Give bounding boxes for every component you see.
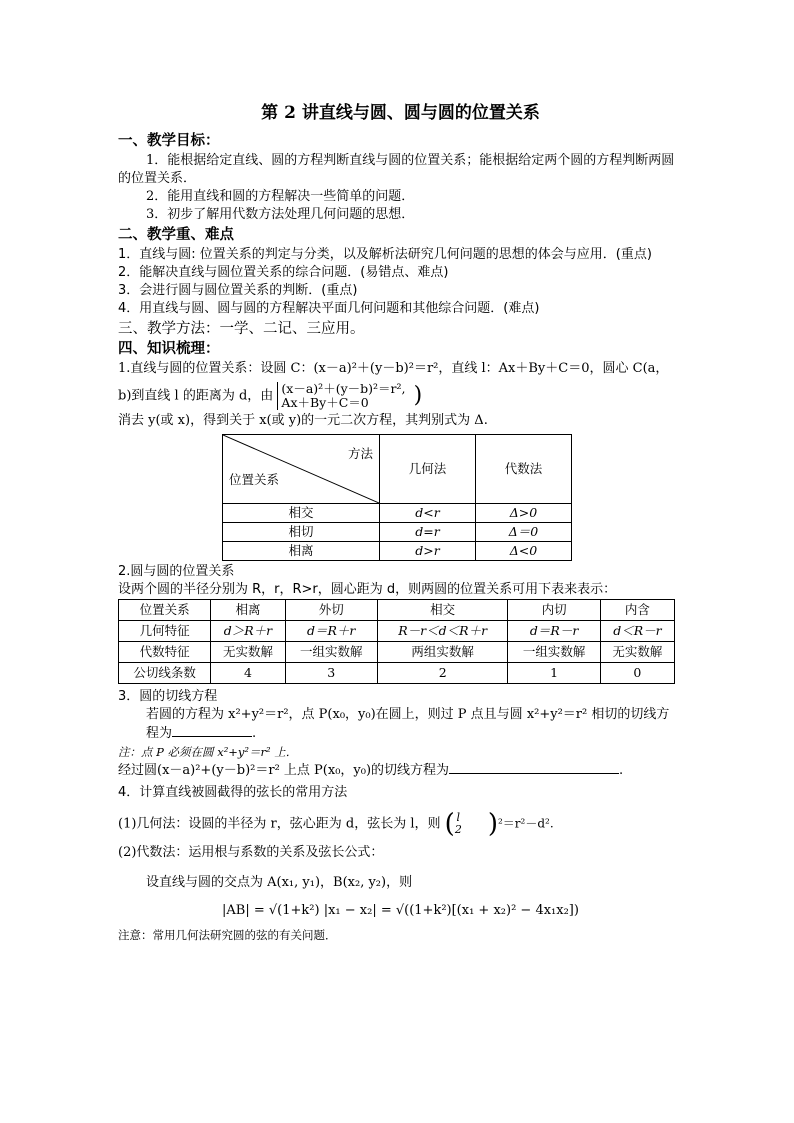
table-row — [223, 523, 572, 542]
equation-system — [277, 382, 405, 410]
section-heading-methods: 三、教学方法：一学、二记、三应用。 — [118, 321, 365, 337]
table-cell: 相切 — [223, 523, 380, 542]
line-circle-table — [222, 434, 572, 561]
fraction-numerator: l — [456, 811, 461, 824]
tangent-line2-text: 程为 — [146, 726, 173, 741]
header-cell: 内切 — [508, 600, 600, 621]
table-row — [119, 663, 675, 684]
chord-heading: 4．计算直线被圆截得的弦长的常用方法 — [118, 785, 348, 800]
close-paren: ) — [413, 383, 423, 408]
system-eq-2: Ax＋By＋C＝0 — [281, 395, 369, 410]
table-cell: 1 — [508, 663, 600, 684]
table-cell: 4 — [211, 663, 285, 684]
table-cell: d<r — [380, 504, 476, 523]
table-cell: 3 — [285, 663, 377, 684]
table-cell: d＜R－r — [600, 621, 674, 642]
table-row — [119, 621, 675, 642]
circle-circle-table — [118, 599, 675, 684]
right-paren: ) — [487, 809, 498, 839]
period: . — [619, 763, 624, 778]
chord-length-formula: |AB| = √(1+k²) |x₁ − x₂| = √((1+k²)[(x₁ + x₂)² − 4x₁x₂]) — [222, 903, 579, 918]
keypoint-item: 2．能解决直线与圆位置关系的综合问题．(易错点、难点) — [118, 265, 449, 280]
header-cell: 相离 — [211, 600, 285, 621]
table-row — [223, 504, 572, 523]
chord-note: 注意：常用几何法研究圆的弦的有关问题． — [118, 928, 337, 942]
table-cell: Δ＝0 — [476, 523, 572, 542]
distance-text: b)到直线 l 的距离为 d，由 — [118, 388, 274, 404]
line-circle-intro: 1.直线与圆的位置关系：设圆 C：(x－a)²＋(y－b)²＝r²，直线 l：Ax＋By＋C＝0，圆心 C(a， — [118, 361, 669, 376]
period: . — [252, 726, 257, 741]
section-heading-goals: 一、教学目标： — [118, 132, 220, 149]
tangent-line3-text: 经过圆(x－a)²+(y－b)²＝r² 上点 P(x₀，y₀)的切线方程为 — [118, 763, 450, 778]
fraction — [455, 812, 462, 836]
goal-item: 3．初步了解用代数方法处理几何问题的思想． — [146, 207, 415, 222]
keypoint-item: 3．会进行圆与圆位置关系的判断．(重点) — [118, 283, 358, 298]
table-cell: d＝R－r — [508, 621, 600, 642]
document-page — [118, 100, 683, 944]
table-cell: d＞R＋r — [211, 621, 285, 642]
table-cell: Δ>0 — [476, 504, 572, 523]
table-cell: d＝R＋r — [285, 621, 377, 642]
table-cell: 一组实数解 — [285, 642, 377, 663]
table-cell: 2 — [377, 663, 508, 684]
table-cell: R－r＜d＜R＋r — [377, 621, 508, 642]
corner-label-method: 方法 — [347, 446, 373, 461]
col-header-geometric: 几何法 — [380, 435, 476, 504]
header-cell: 外切 — [285, 600, 377, 621]
keypoint-item: 1．直线与圆: 位置关系的判定与分类，以及解析法研究几何问题的思想的体会与应用．(重点) — [118, 247, 652, 262]
answer-blank — [449, 761, 619, 774]
table-cell: d=r — [380, 523, 476, 542]
table-cell: 代数特征 — [119, 642, 211, 663]
table-cell: 无实数解 — [211, 642, 285, 663]
chord-geometric — [118, 809, 683, 839]
tangent-note: 注：点 P 必须在圆 x²+y²＝r² 上． — [118, 745, 298, 759]
intersection-points: 设直线与圆的交点为 A(x₁, y₁)，B(x₂, y₂)，则 — [146, 875, 413, 890]
table-cell: 相交 — [223, 504, 380, 523]
system-eq-1: (x－a)²＋(y－b)²＝r², — [281, 381, 406, 396]
goal-item: 1．能根据给定直线、圆的方程判断直线与圆的位置关系；能根据给定两个圆的方程判断两圆的位置关系． — [118, 153, 675, 186]
header-cell: 内含 — [600, 600, 674, 621]
page-title: 第 2 讲直线与圆、圆与圆的位置关系 — [261, 103, 540, 123]
section-heading-keypoints: 二、教学重、难点 — [118, 226, 234, 243]
tangent-line3 — [118, 761, 683, 780]
table-cell: 相离 — [223, 542, 380, 561]
table-cell: 一组实数解 — [508, 642, 600, 663]
table-header-row — [119, 600, 675, 621]
table-corner-cell — [223, 435, 380, 504]
circle-circle-intro: 设两个圆的半径分别为 R，r，R>r，圆心距为 d，则两圆的位置关系可用下表来表示： — [118, 582, 617, 597]
header-cell: 位置关系 — [119, 600, 211, 621]
table-cell: 两组实数解 — [377, 642, 508, 663]
corner-label-position: 位置关系 — [229, 472, 280, 487]
fraction-denominator: 2 — [454, 823, 462, 836]
goal-item: 2．能用直线和圆的方程解决一些简单的问题． — [146, 189, 415, 204]
table-row — [119, 642, 675, 663]
table-cell: d>r — [380, 542, 476, 561]
table-cell: 公切线条数 — [119, 663, 211, 684]
table-cell: 无实数解 — [600, 642, 674, 663]
chord-geometric-text: (1)几何法：设圆的半径为 r，弦心距为 d，弦长为 l，则 — [118, 816, 441, 832]
table-row — [223, 542, 572, 561]
col-header-algebraic: 代数法 — [476, 435, 572, 504]
chord-geometric-result: ²＝r²－d². — [497, 816, 554, 831]
circle-circle-heading: 2.圆与圆的位置关系 — [118, 564, 235, 579]
chord-algebraic: (2)代数法：运用根与系数的关系及弦长公式： — [118, 845, 384, 860]
table-cell: 几何特征 — [119, 621, 211, 642]
header-cell: 相交 — [377, 600, 508, 621]
left-paren: ( — [444, 809, 455, 839]
tangent-line2 — [118, 724, 683, 743]
section-heading-knowledge: 四、知识梳理： — [118, 340, 220, 357]
discriminant-text: 消去 y(或 x)，得到关于 x(或 y)的一元二次方程，其判别式为 Δ. — [118, 413, 488, 428]
table-cell: 0 — [600, 663, 674, 684]
tangent-heading: 3．圆的切线方程 — [118, 689, 218, 704]
line-circle-distance — [118, 382, 683, 410]
tangent-line1: 若圆的方程为 x²+y²＝r²，点 P(x₀，y₀)在圆上，则过 P 点且与圆 x²+y²＝r² 相切的切线方 — [146, 707, 670, 722]
keypoint-item: 4．用直线与圆、圆与圆的方程解决平面几何问题和其他综合问题．(难点) — [118, 301, 540, 316]
answer-blank — [172, 724, 252, 737]
table-cell: Δ<0 — [476, 542, 572, 561]
